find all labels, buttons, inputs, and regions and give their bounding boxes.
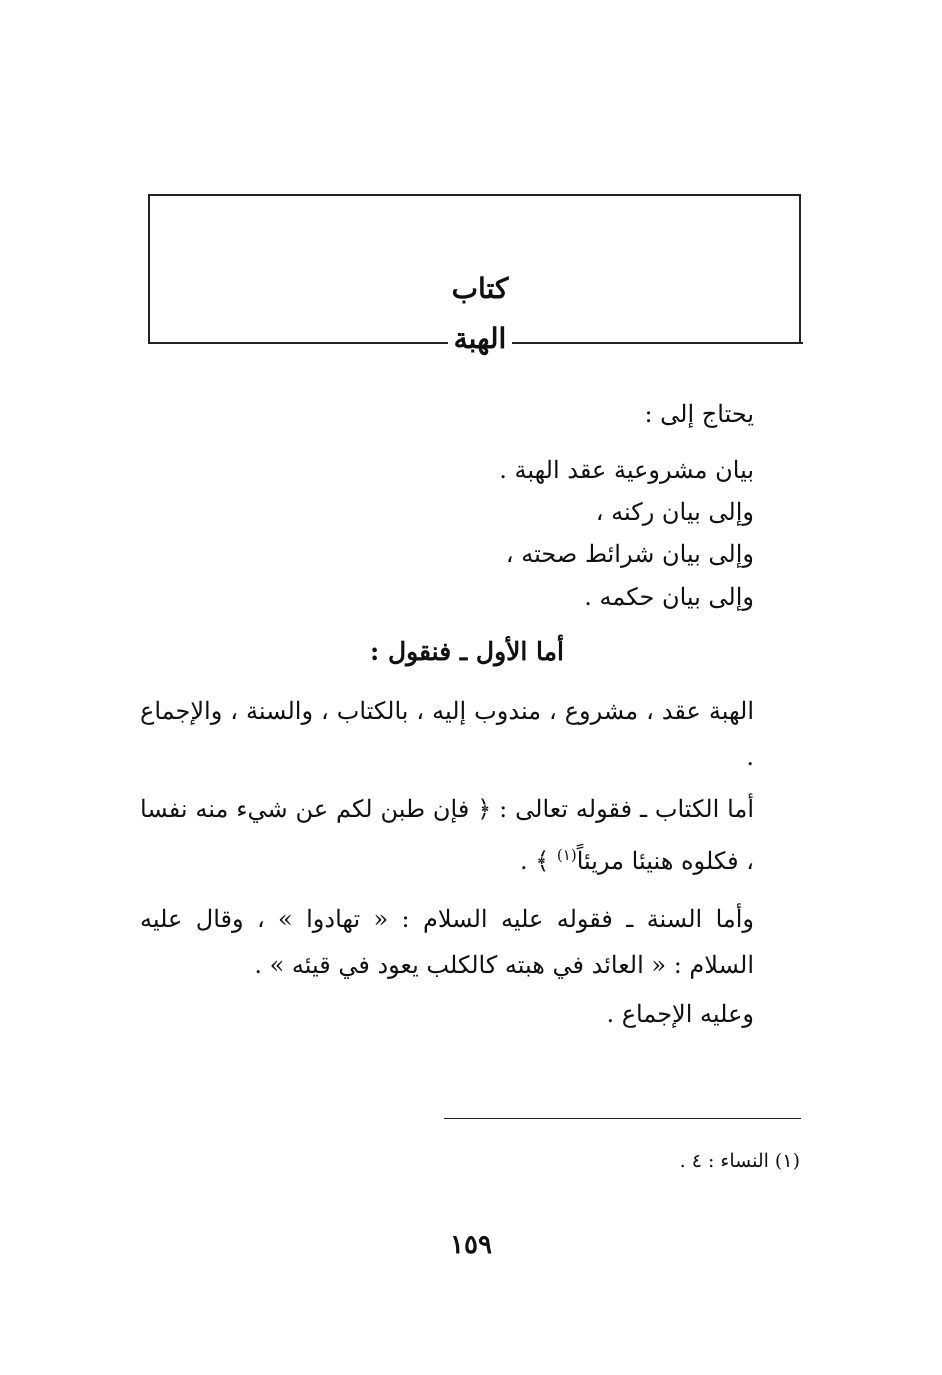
intro-lead: يحتاج إلى : <box>644 400 754 428</box>
paragraph-quran <box>140 786 754 884</box>
paragraph-quran-text: أما الكتاب ـ فقوله تعالى : ﴿ فإن طبن لكم عن شيء منه نفسا ، فكلوه هنيئا مريئاً <box>140 795 754 875</box>
paragraph-definition: الهبة عقد ، مشروع ، مندوب إليه ، بالكتاب ، والسنة ، والإجماع . <box>140 697 754 771</box>
footnote: (١) النساء : ٤ . <box>679 1150 800 1172</box>
chapter-title-kitab: كتاب <box>451 272 509 305</box>
intro-item: وإلى بيان ركنه ، <box>595 498 754 526</box>
intro-item: وإلى بيان شرائط صحته ، <box>505 540 754 568</box>
footnote-ref: (١) <box>556 846 577 864</box>
footnote-divider <box>444 1118 801 1119</box>
intro-item: وإلى بيان حكمه . <box>584 583 754 611</box>
chapter-title-hiba: الهبة <box>453 322 507 355</box>
intro-item: بيان مشروعية عقد الهبة . <box>499 456 754 484</box>
paragraph-ijma: وعليه الإجماع . <box>606 1000 754 1028</box>
paragraph-sunnah: وأما السنة ـ فقوله عليه السلام : « تهادوا » ، وقال عليه السلام : « العائد في هبته كالكلب يعود في قيئه » . <box>140 905 754 979</box>
paragraph-quran-end: ﴾ . <box>519 847 557 875</box>
page-number: ١٥٩ <box>450 1230 492 1260</box>
section-heading: أما الأول ـ فنقول : <box>370 637 564 666</box>
